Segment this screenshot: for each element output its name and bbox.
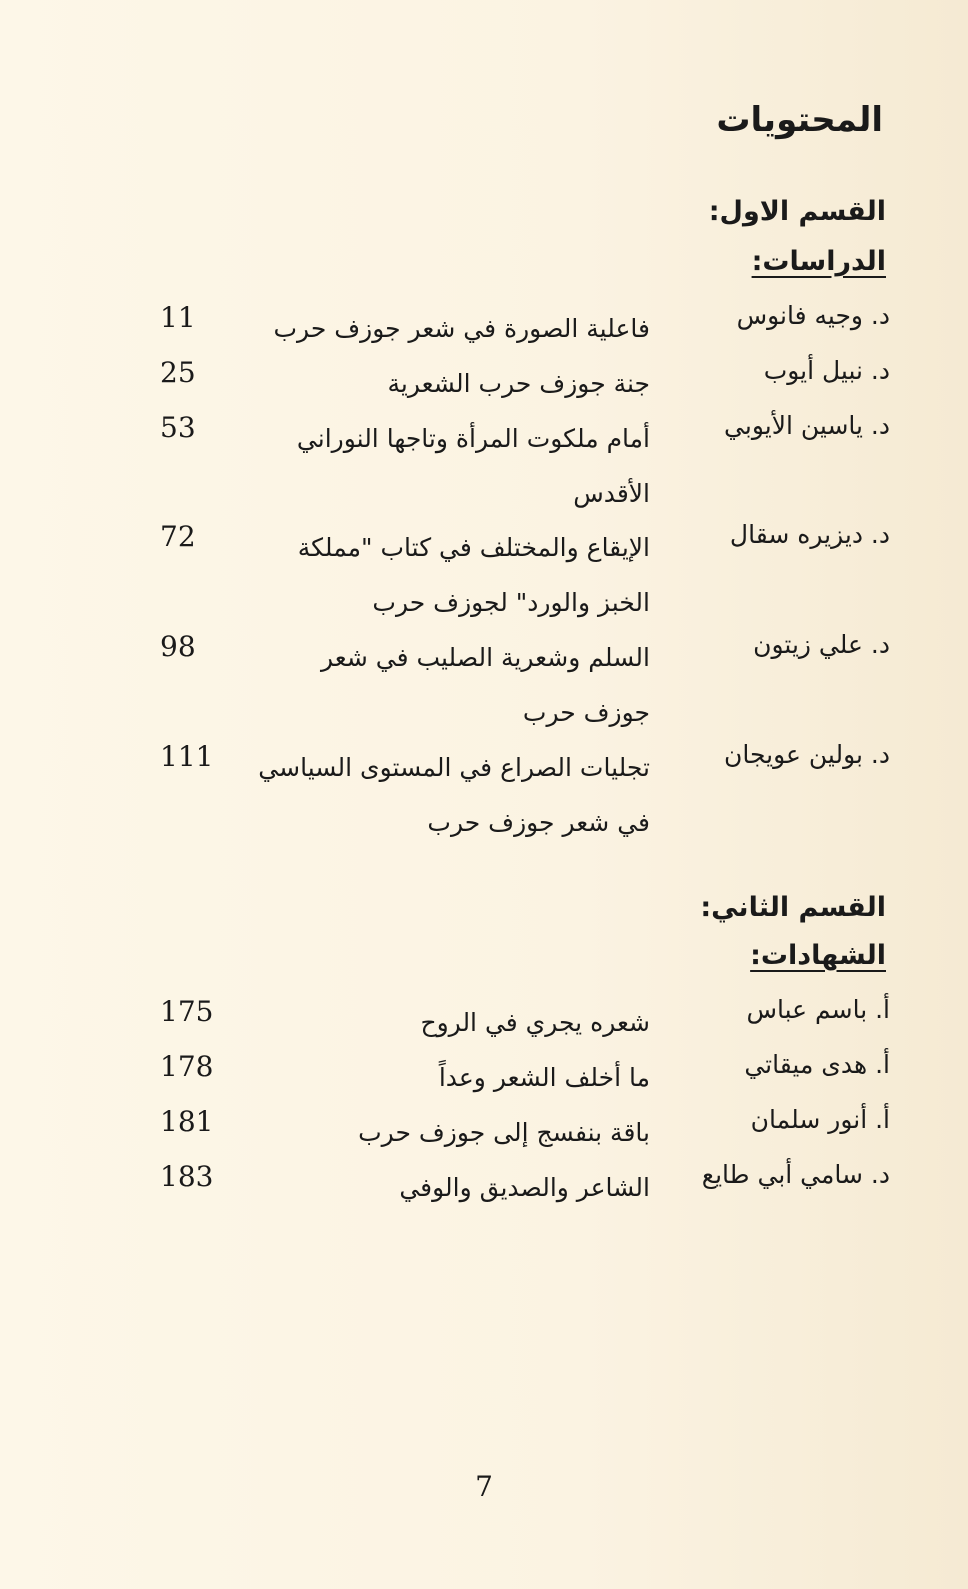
section-1-subheading: الدراسات:: [751, 246, 886, 277]
entry-title-line: ما أخلف الشعر وعداً: [438, 1063, 650, 1092]
page-title: المحتويات: [716, 100, 883, 140]
toc-entry: [0, 1050, 968, 1106]
entry-title-line: الخبز والورد" لجوزف حرب: [372, 588, 650, 617]
entry-title-line: في شعر جوزف حرب: [427, 808, 650, 837]
entry-title-line: السلم وشعرية الصليب في شعر: [320, 643, 650, 672]
entry-page-number: 25: [160, 356, 196, 389]
toc-entry: [0, 301, 968, 357]
entry-title: [250, 740, 650, 850]
entry-author: د. ياسين الأيوبي: [724, 411, 890, 440]
toc-entry: [0, 995, 968, 1051]
entry-author: أ. أنور سلمان: [750, 1105, 890, 1134]
entry-title: [250, 301, 650, 356]
entry-author: د. وجيه فانوس: [736, 301, 890, 330]
entry-author: د. بولين عويجان: [724, 740, 890, 769]
section-2-subheading: الشهادات:: [750, 940, 886, 971]
entry-page-number: 72: [160, 520, 196, 553]
entry-title: [250, 1105, 650, 1160]
entry-page-number: 178: [160, 1050, 214, 1083]
section-2-heading: القسم الثاني:: [700, 892, 886, 923]
entry-title: [250, 1160, 650, 1215]
entry-author: أ. هدى ميقاتي: [744, 1050, 890, 1079]
entry-page-number: 175: [160, 995, 214, 1028]
entry-title: [250, 1050, 650, 1105]
entry-page-number: 183: [160, 1160, 214, 1193]
entry-title: [250, 995, 650, 1050]
toc-entry: [0, 1105, 968, 1161]
entry-title: [250, 411, 650, 521]
entry-page-number: 11: [160, 301, 196, 334]
entry-title-line: الشاعر والصديق والوفي: [399, 1173, 650, 1202]
section-1-heading: القسم الاول:: [708, 196, 886, 227]
entry-title-line: الإيقاع والمختلف في كتاب "مملكة: [297, 533, 650, 562]
entry-author: د. نبيل أيوب: [763, 356, 890, 385]
toc-entry: [0, 356, 968, 412]
entry-author: د. ديزيره سقال: [729, 520, 890, 549]
entry-title-line: باقة بنفسج إلى جوزف حرب: [358, 1118, 650, 1147]
toc-entry: [0, 520, 968, 617]
entry-author: د. سامي أبي طايع: [701, 1160, 890, 1189]
entry-title-line: شعره يجري في الروح: [420, 1008, 650, 1037]
toc-entry: [0, 411, 968, 508]
toc-entry: [0, 1160, 968, 1216]
entry-title-line: أمام ملكوت المرأة وتاجها النوراني: [296, 424, 650, 453]
entry-title-line: جوزف حرب: [522, 698, 650, 727]
entry-page-number: 53: [160, 411, 196, 444]
folio-page-number: 7: [475, 1470, 493, 1503]
entry-title-line: فاعلية الصورة في شعر جوزف حرب: [273, 314, 650, 343]
toc-entry: [0, 630, 968, 727]
entry-page-number: 181: [160, 1105, 214, 1138]
entry-title-line: جنة جوزف حرب الشعرية: [387, 369, 650, 398]
entry-title-line: تجليات الصراع في المستوى السياسي: [258, 753, 650, 782]
toc-entry: [0, 740, 968, 837]
entry-author: د. علي زيتون: [753, 630, 890, 659]
entry-author: أ. باسم عباس: [746, 995, 890, 1024]
entry-title: [250, 520, 650, 630]
entry-title-line: الأقدس: [573, 479, 650, 508]
entry-page-number: 98: [160, 630, 196, 663]
entry-title: [250, 356, 650, 411]
entry-page-number: 111: [160, 740, 214, 773]
entry-title: [250, 630, 650, 740]
